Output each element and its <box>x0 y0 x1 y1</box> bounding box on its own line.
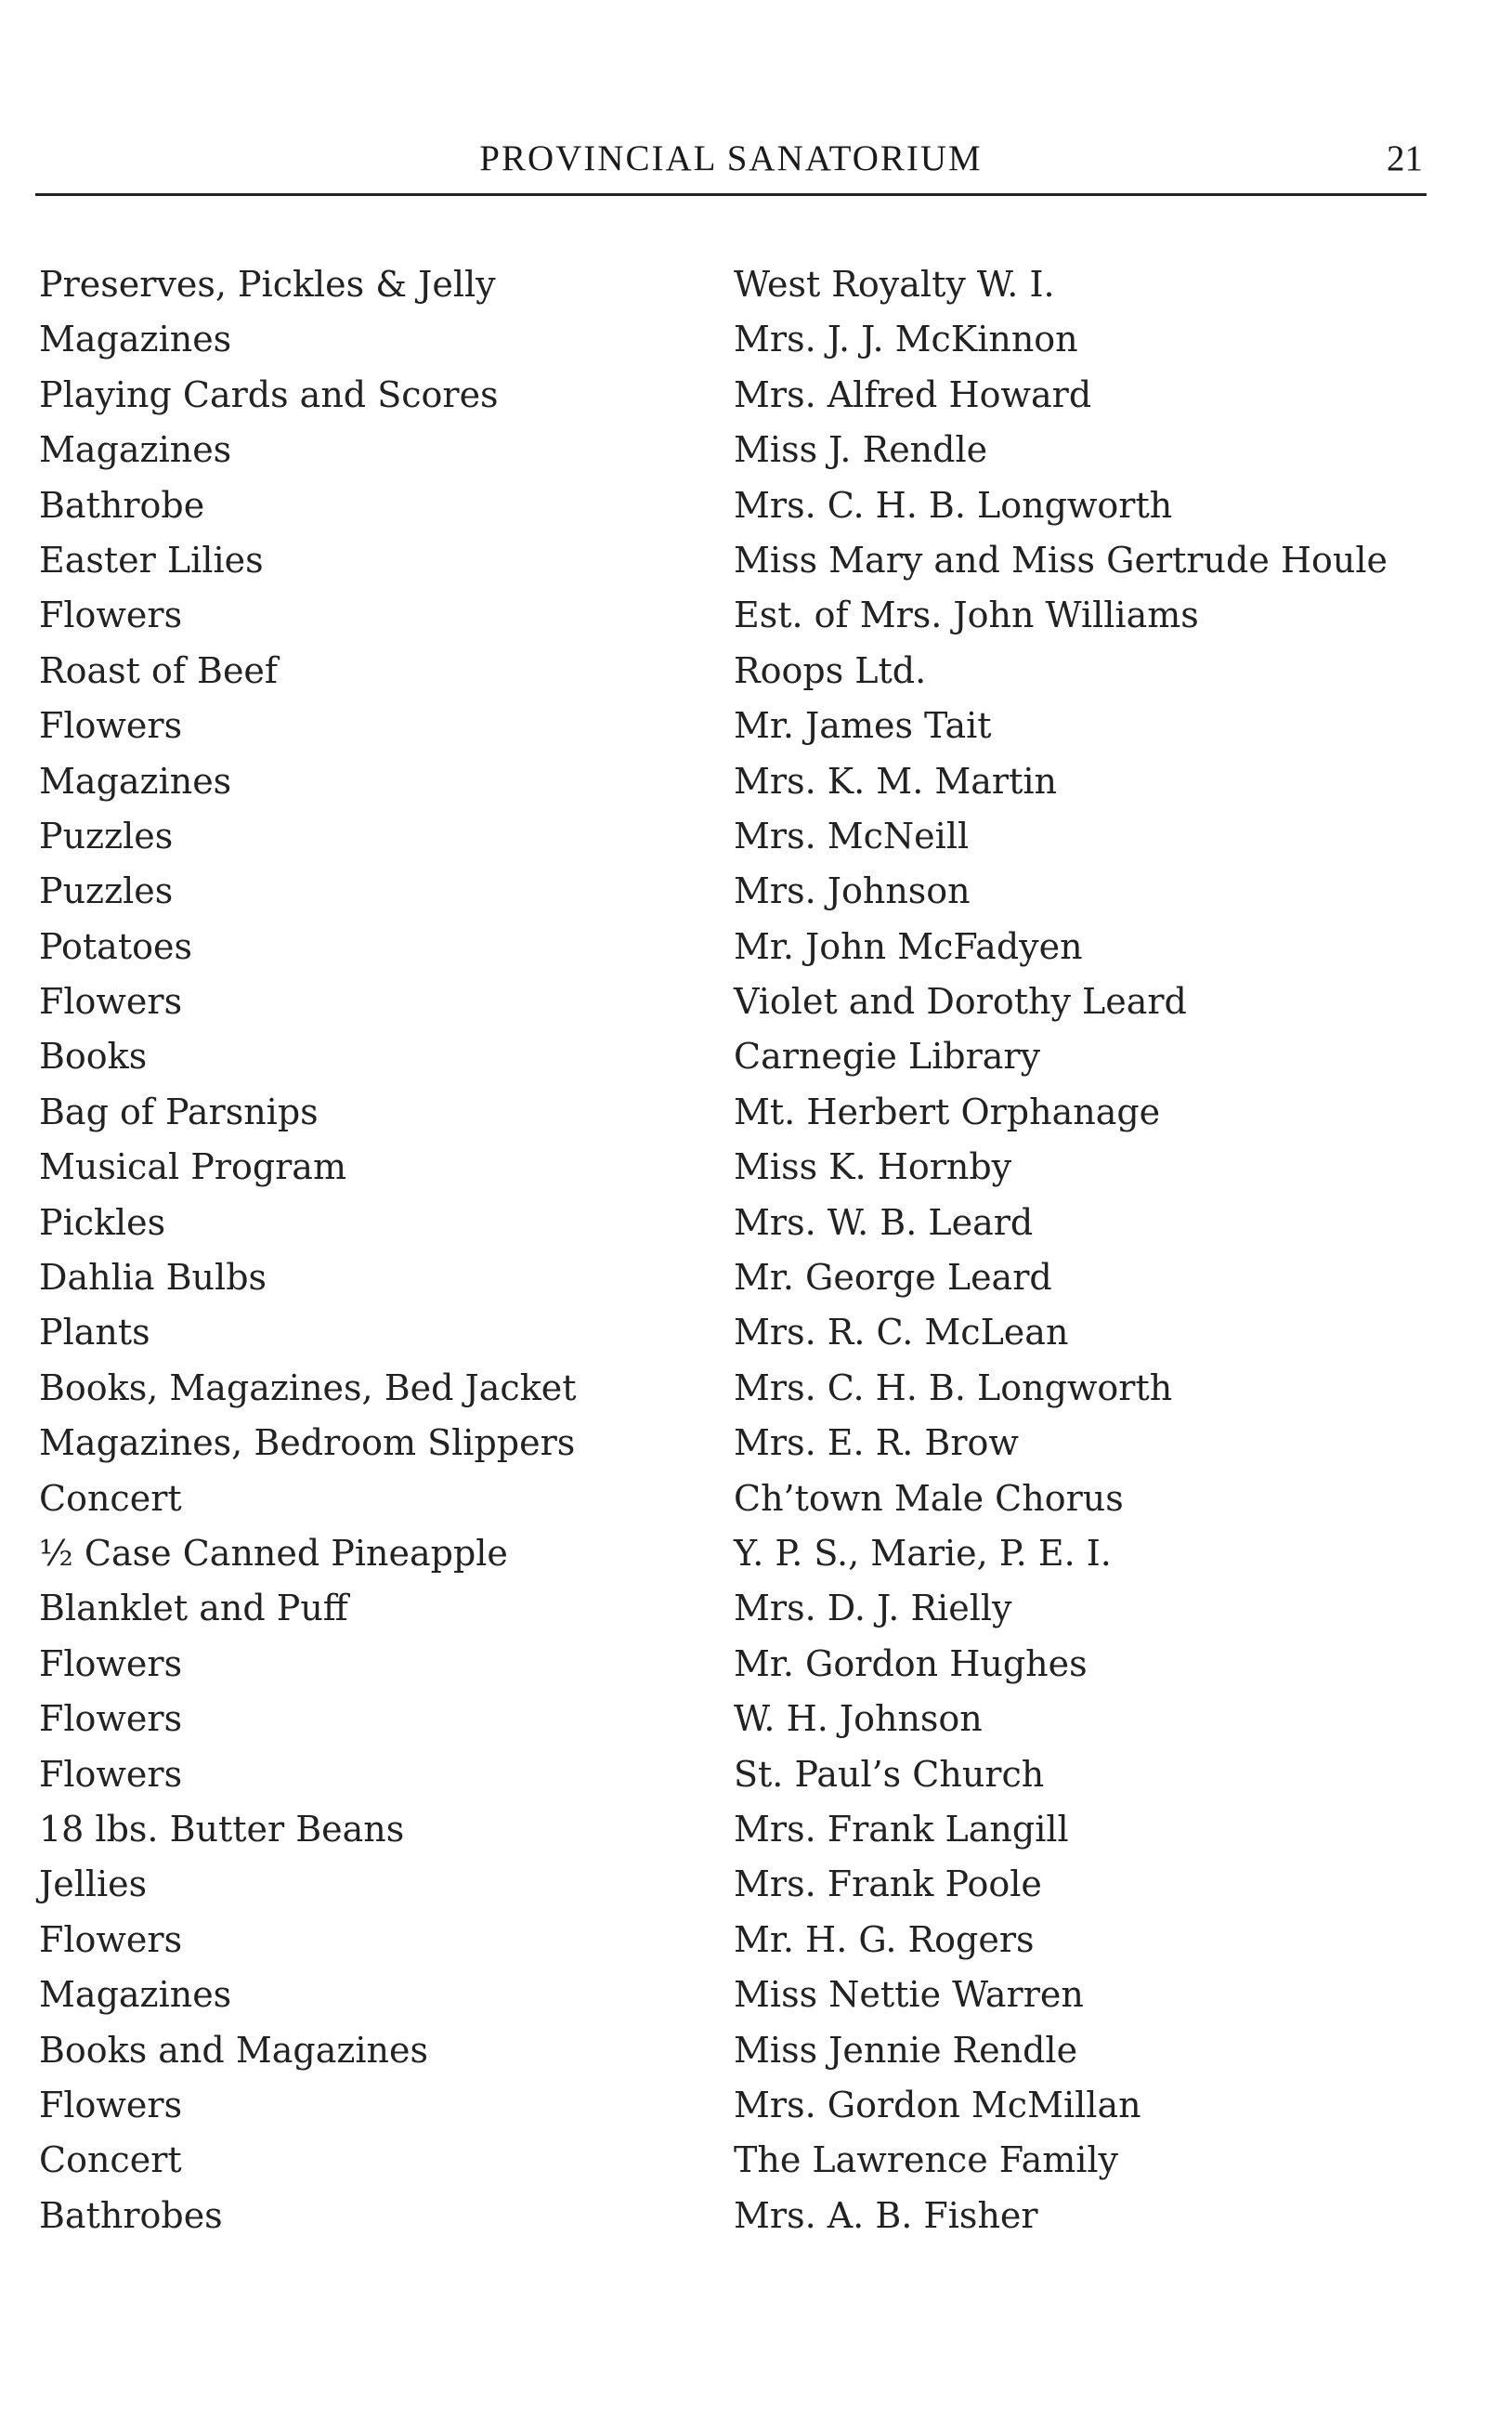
list-item <box>0 1249 1512 1304</box>
donor-name: Mr. H. G. Rogers <box>734 1918 1035 1960</box>
donor-name: Mrs. K. M. Martin <box>734 760 1057 802</box>
donated-item: Blanklet and Puff <box>39 1588 348 1629</box>
list-item <box>0 974 1512 1028</box>
list-item <box>0 1746 1512 1801</box>
list-item <box>0 256 1512 311</box>
donor-name: Mrs. Gordon McMillan <box>734 2084 1141 2125</box>
donation-list <box>0 256 1512 2242</box>
list-item <box>0 1801 1512 1856</box>
donated-item: Concert <box>39 1477 182 1519</box>
donated-item: Roast of Beef <box>39 649 278 691</box>
donated-item: Easter Lilies <box>39 539 264 581</box>
donor-name: Roops Ltd. <box>734 649 927 691</box>
donated-item: Flowers <box>39 2084 183 2125</box>
donor-name: Mrs. Frank Poole <box>734 1863 1042 1905</box>
donor-name: Mr. Gordon Hughes <box>734 1642 1088 1684</box>
list-item <box>0 1691 1512 1746</box>
donor-name: Mrs. R. C. McLean <box>734 1312 1069 1353</box>
list-item <box>0 2188 1512 2242</box>
donated-item: Flowers <box>39 1918 183 1960</box>
donated-item: Magazines <box>39 319 232 360</box>
donated-item: Flowers <box>39 981 183 1023</box>
donor-name: Miss Jennie Rendle <box>734 2029 1078 2071</box>
donated-item: Flowers <box>39 1753 183 1795</box>
list-item <box>0 1139 1512 1194</box>
donor-name: St. Paul’s Church <box>734 1753 1045 1795</box>
donated-item: Preserves, Pickles & Jelly <box>39 264 496 305</box>
donated-item: Puzzles <box>39 815 174 856</box>
list-item <box>0 477 1512 532</box>
list-item <box>0 808 1512 863</box>
donor-name: Mr. James Tait <box>734 705 992 747</box>
list-item <box>0 863 1512 918</box>
donor-name: Miss J. Rendle <box>734 429 988 471</box>
donor-name: Mrs. C. H. B. Longworth <box>734 1366 1173 1408</box>
donated-item: Books and Magazines <box>39 2029 429 2071</box>
donated-item: Bag of Parsnips <box>39 1091 319 1132</box>
list-item <box>0 1304 1512 1359</box>
donated-item: ½ Case Canned Pineapple <box>39 1532 508 1574</box>
donated-item: Potatoes <box>39 925 192 967</box>
donated-item: Flowers <box>39 1698 183 1740</box>
list-item <box>0 1415 1512 1470</box>
list-item <box>0 422 1512 477</box>
donor-name: Y. P. S., Marie, P. E. I. <box>734 1532 1112 1574</box>
donor-name: Mrs. McNeill <box>734 815 970 856</box>
donor-name: Miss K. Hornby <box>734 1146 1012 1188</box>
donor-name: Mr. John McFadyen <box>734 925 1083 967</box>
list-item <box>0 919 1512 974</box>
donor-name: Mrs. C. H. B. Longworth <box>734 484 1173 526</box>
donor-name: Est. of Mrs. John Williams <box>734 595 1199 636</box>
donated-item: Flowers <box>39 595 183 636</box>
donated-item: Books, Magazines, Bed Jacket <box>39 1366 577 1408</box>
donated-item: Musical Program <box>39 1146 346 1188</box>
list-item <box>0 1636 1512 1691</box>
donor-name: Mrs. Frank Langill <box>734 1808 1069 1850</box>
list-item <box>0 1471 1512 1525</box>
donated-item: Jellies <box>39 1863 148 1905</box>
donor-name: Ch’town Male Chorus <box>734 1477 1124 1519</box>
list-item <box>0 698 1512 752</box>
list-item <box>0 753 1512 808</box>
list-item <box>0 2077 1512 2132</box>
donor-name: Mrs. Alfred Howard <box>734 373 1092 415</box>
donor-name: West Royalty W. I. <box>734 264 1055 305</box>
donated-item: Bathrobe <box>39 484 205 526</box>
list-item <box>0 532 1512 587</box>
donor-name: Mrs. A. B. Fisher <box>734 2194 1038 2236</box>
list-item <box>0 311 1512 366</box>
donated-item: Magazines, Bedroom Slippers <box>39 1422 576 1464</box>
page-number: 21 <box>1387 138 1423 178</box>
running-title: PROVINCIAL SANATORIUM <box>479 138 983 178</box>
list-item <box>0 1967 1512 2021</box>
donated-item: Pickles <box>39 1201 166 1243</box>
list-item <box>0 2022 1512 2077</box>
list-item <box>0 587 1512 642</box>
donated-item: Dahlia Bulbs <box>39 1257 267 1299</box>
donor-name: Mrs. D. J. Rielly <box>734 1588 1012 1629</box>
donor-name: Carnegie Library <box>734 1036 1041 1078</box>
donor-name: Mrs. J. J. McKinnon <box>734 319 1078 360</box>
donated-item: Magazines <box>39 429 232 471</box>
donated-item: Flowers <box>39 1642 183 1684</box>
donor-name: Mt. Herbert Orphanage <box>734 1091 1161 1132</box>
list-item <box>0 1084 1512 1139</box>
list-item <box>0 1580 1512 1635</box>
donor-name: The Lawrence Family <box>734 2139 1119 2181</box>
donated-item: Books <box>39 1036 148 1078</box>
donated-item: Concert <box>39 2139 182 2181</box>
donor-name: Mrs. Johnson <box>734 870 971 912</box>
list-item <box>0 1360 1512 1415</box>
list-item <box>0 1525 1512 1580</box>
donated-item: Puzzles <box>39 870 174 912</box>
list-item <box>0 643 1512 698</box>
list-item <box>0 1912 1512 1967</box>
donated-item: 18 lbs. Butter Beans <box>39 1808 405 1850</box>
list-item <box>0 1856 1512 1911</box>
donor-name: Violet and Dorothy Leard <box>734 981 1187 1023</box>
donor-name: Mrs. E. R. Brow <box>734 1422 1019 1464</box>
list-item <box>0 1028 1512 1083</box>
list-item <box>0 1195 1512 1249</box>
donated-item: Plants <box>39 1312 150 1353</box>
donor-name: Mr. George Leard <box>734 1257 1052 1299</box>
donated-item: Flowers <box>39 705 183 747</box>
donor-name: Miss Nettie Warren <box>734 1974 1084 2016</box>
donated-item: Bathrobes <box>39 2194 223 2236</box>
donated-item: Magazines <box>39 760 232 802</box>
list-item <box>0 2132 1512 2187</box>
page-header <box>35 130 1427 196</box>
donated-item: Playing Cards and Scores <box>39 373 499 415</box>
donor-name: Mrs. W. B. Leard <box>734 1201 1034 1243</box>
list-item <box>0 367 1512 422</box>
donor-name: W. H. Johnson <box>734 1698 983 1740</box>
donor-name: Miss Mary and Miss Gertrude Houle <box>734 539 1388 581</box>
donated-item: Magazines <box>39 1974 232 2016</box>
